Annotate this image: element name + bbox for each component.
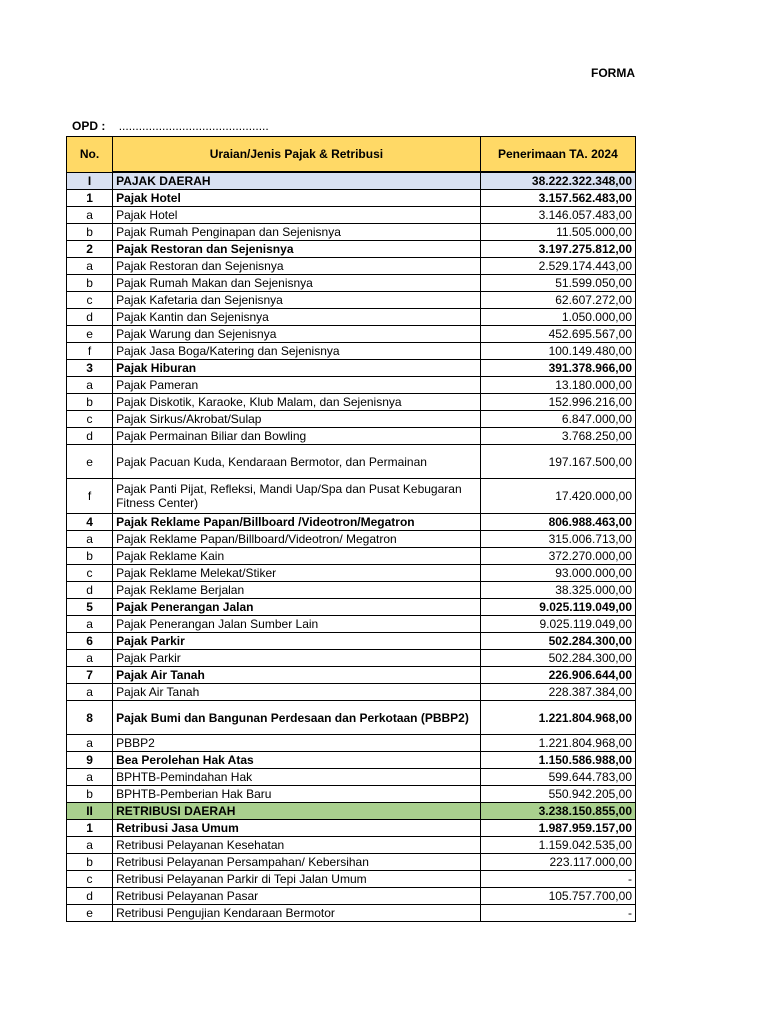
row-value: 3.157.562.483,00 (480, 190, 635, 207)
table-row (67, 258, 636, 275)
row-number: d (67, 309, 113, 326)
row-description: Pajak Sirkus/Akrobat/Sulap (113, 411, 481, 428)
row-description: Pajak Air Tanah (113, 667, 481, 684)
table-row (67, 871, 636, 888)
table-row (67, 684, 636, 701)
row-number: e (67, 326, 113, 343)
row-description: Pajak Rumah Makan dan Sejenisnya (113, 275, 481, 292)
table-row (67, 445, 636, 479)
row-number: a (67, 650, 113, 667)
row-description: Retribusi Pelayanan Persampahan/ Kebersihan (113, 854, 481, 871)
table-row (67, 377, 636, 394)
row-description: Pajak Reklame Kain (113, 548, 481, 565)
row-number: a (67, 735, 113, 752)
row-value: 6.847.000,00 (480, 411, 635, 428)
table-row (67, 479, 636, 514)
row-value: 226.906.644,00 (480, 667, 635, 684)
row-value: 3.238.150.855,00 (480, 803, 635, 820)
row-description: Pajak Restoran dan Sejenisnya (113, 241, 481, 258)
row-description: Pajak Reklame Papan/Billboard /Videotron/Megatron (113, 514, 481, 531)
row-value: 391.378.966,00 (480, 360, 635, 377)
table-row (67, 837, 636, 854)
row-description: PAJAK DAERAH (113, 172, 481, 190)
row-value: 93.000.000,00 (480, 565, 635, 582)
table-row (67, 667, 636, 684)
row-number: a (67, 207, 113, 224)
row-description: BPHTB-Pemindahan Hak (113, 769, 481, 786)
row-number: d (67, 888, 113, 905)
row-description: Retribusi Pengujian Kendaraan Bermotor (113, 905, 481, 922)
table-row (67, 224, 636, 241)
row-value: 105.757.700,00 (480, 888, 635, 905)
row-description: Pajak Hotel (113, 190, 481, 207)
row-value: 17.420.000,00 (480, 479, 635, 514)
table-row (67, 633, 636, 650)
row-number: I (67, 172, 113, 190)
row-value: 1.050.000,00 (480, 309, 635, 326)
table-row (67, 701, 636, 735)
row-value: 1.159.042.535,00 (480, 837, 635, 854)
row-number: 1 (67, 190, 113, 207)
row-number: 7 (67, 667, 113, 684)
table-row (67, 172, 636, 190)
row-description: Pajak Pacuan Kuda, Kendaraan Bermotor, dan Permainan (113, 445, 481, 479)
row-value: 51.599.050,00 (480, 275, 635, 292)
row-number: a (67, 258, 113, 275)
opd-line (72, 119, 269, 133)
row-number: a (67, 684, 113, 701)
table-row (67, 190, 636, 207)
row-number: c (67, 411, 113, 428)
row-number: a (67, 616, 113, 633)
row-description: Pajak Air Tanah (113, 684, 481, 701)
row-value: 806.988.463,00 (480, 514, 635, 531)
row-number: a (67, 377, 113, 394)
revenue-table (66, 136, 636, 922)
row-description: Pajak Parkir (113, 650, 481, 667)
row-value: 315.006.713,00 (480, 531, 635, 548)
row-number: b (67, 394, 113, 411)
table-row (67, 343, 636, 360)
header-value: Penerimaan TA. 2024 (480, 137, 635, 173)
row-number: 2 (67, 241, 113, 258)
table-row (67, 411, 636, 428)
row-description: Pajak Reklame Melekat/Stiker (113, 565, 481, 582)
row-description: Pajak Permainan Biliar dan Bowling (113, 428, 481, 445)
row-number: f (67, 343, 113, 360)
row-number: 1 (67, 820, 113, 837)
row-description: Pajak Panti Pijat, Refleksi, Mandi Uap/Spa dan Pusat Kebugaran Fitness Center) (113, 479, 481, 514)
row-value: 3.197.275.812,00 (480, 241, 635, 258)
table-row (67, 854, 636, 871)
header-description: Uraian/Jenis Pajak & Retribusi (113, 137, 481, 173)
row-value: 228.387.384,00 (480, 684, 635, 701)
table-row (67, 292, 636, 309)
row-value: 38.222.322.348,00 (480, 172, 635, 190)
table-row (67, 616, 636, 633)
row-value: 3.146.057.483,00 (480, 207, 635, 224)
row-value: - (480, 871, 635, 888)
row-value: 3.768.250,00 (480, 428, 635, 445)
table-row (67, 582, 636, 599)
row-value: 599.644.783,00 (480, 769, 635, 786)
table-row (67, 394, 636, 411)
row-value: 11.505.000,00 (480, 224, 635, 241)
row-number: f (67, 479, 113, 514)
row-number: 6 (67, 633, 113, 650)
row-number: b (67, 275, 113, 292)
table-row (67, 769, 636, 786)
row-value: - (480, 905, 635, 922)
table-row (67, 275, 636, 292)
row-number: 3 (67, 360, 113, 377)
table-body (67, 172, 636, 922)
table-row (67, 309, 636, 326)
table-row (67, 786, 636, 803)
row-number: 9 (67, 752, 113, 769)
row-description: Retribusi Pelayanan Kesehatan (113, 837, 481, 854)
row-value: 452.695.567,00 (480, 326, 635, 343)
row-value: 502.284.300,00 (480, 650, 635, 667)
row-value: 197.167.500,00 (480, 445, 635, 479)
row-number: 5 (67, 599, 113, 616)
table-row (67, 531, 636, 548)
row-description: Pajak Hiburan (113, 360, 481, 377)
row-description: Pajak Reklame Berjalan (113, 582, 481, 599)
row-description: Pajak Penerangan Jalan Sumber Lain (113, 616, 481, 633)
row-value: 38.325.000,00 (480, 582, 635, 599)
row-value: 502.284.300,00 (480, 633, 635, 650)
table-row (67, 888, 636, 905)
row-description: Pajak Rumah Penginapan dan Sejenisnya (113, 224, 481, 241)
row-description: Pajak Restoran dan Sejenisnya (113, 258, 481, 275)
row-number: b (67, 548, 113, 565)
table-row (67, 360, 636, 377)
row-description: Pajak Parkir (113, 633, 481, 650)
table-row (67, 207, 636, 224)
row-number: a (67, 531, 113, 548)
table-row (67, 548, 636, 565)
table-row (67, 326, 636, 343)
row-description: Pajak Reklame Papan/Billboard/Videotron/ Megatron (113, 531, 481, 548)
row-description: Pajak Jasa Boga/Katering dan Sejenisnya (113, 343, 481, 360)
row-description: Pajak Pameran (113, 377, 481, 394)
row-number: c (67, 871, 113, 888)
row-description: Pajak Kantin dan Sejenisnya (113, 309, 481, 326)
form-label: FORMA (591, 66, 635, 80)
row-description: RETRIBUSI DAERAH (113, 803, 481, 820)
row-description: Bea Perolehan Hak Atas (113, 752, 481, 769)
row-number: b (67, 224, 113, 241)
row-number: II (67, 803, 113, 820)
table-row (67, 803, 636, 820)
row-number: e (67, 445, 113, 479)
row-description: Pajak Hotel (113, 207, 481, 224)
row-value: 152.996.216,00 (480, 394, 635, 411)
row-description: Retribusi Jasa Umum (113, 820, 481, 837)
row-number: b (67, 854, 113, 871)
row-description: Pajak Diskotik, Karaoke, Klub Malam, dan Sejenisnya (113, 394, 481, 411)
table-row (67, 599, 636, 616)
opd-value: ............................................. (118, 119, 269, 133)
row-value: 1.221.804.968,00 (480, 701, 635, 735)
row-number: b (67, 786, 113, 803)
row-description: BPHTB-Pemberian Hak Baru (113, 786, 481, 803)
row-number: c (67, 292, 113, 309)
row-description: Pajak Kafetaria dan Sejenisnya (113, 292, 481, 309)
row-number: 4 (67, 514, 113, 531)
table-row (67, 241, 636, 258)
table-row (67, 752, 636, 769)
row-value: 2.529.174.443,00 (480, 258, 635, 275)
row-number: a (67, 769, 113, 786)
row-value: 1.987.959.157,00 (480, 820, 635, 837)
row-value: 62.607.272,00 (480, 292, 635, 309)
table-row (67, 735, 636, 752)
row-value: 100.149.480,00 (480, 343, 635, 360)
row-value: 1.221.804.968,00 (480, 735, 635, 752)
table-row (67, 905, 636, 922)
table-row (67, 514, 636, 531)
table-row (67, 650, 636, 667)
row-description: PBBP2 (113, 735, 481, 752)
row-number: d (67, 582, 113, 599)
table-header-row (67, 137, 636, 173)
row-description: Pajak Warung dan Sejenisnya (113, 326, 481, 343)
row-number: d (67, 428, 113, 445)
row-value: 372.270.000,00 (480, 548, 635, 565)
row-value: 550.942.205,00 (480, 786, 635, 803)
opd-label: OPD : (72, 119, 106, 133)
header-no: No. (67, 137, 113, 173)
row-value: 9.025.119.049,00 (480, 616, 635, 633)
row-number: c (67, 565, 113, 582)
row-value: 9.025.119.049,00 (480, 599, 635, 616)
row-description: Pajak Bumi dan Bangunan Perdesaan dan Perkotaan (PBBP2) (113, 701, 481, 735)
table-row (67, 820, 636, 837)
row-description: Retribusi Pelayanan Pasar (113, 888, 481, 905)
table-row (67, 428, 636, 445)
row-description: Retribusi Pelayanan Parkir di Tepi Jalan Umum (113, 871, 481, 888)
row-number: 8 (67, 701, 113, 735)
row-number: e (67, 905, 113, 922)
row-description: Pajak Penerangan Jalan (113, 599, 481, 616)
row-value: 1.150.586.988,00 (480, 752, 635, 769)
table-row (67, 565, 636, 582)
row-value: 13.180.000,00 (480, 377, 635, 394)
row-number: a (67, 837, 113, 854)
row-value: 223.117.000,00 (480, 854, 635, 871)
